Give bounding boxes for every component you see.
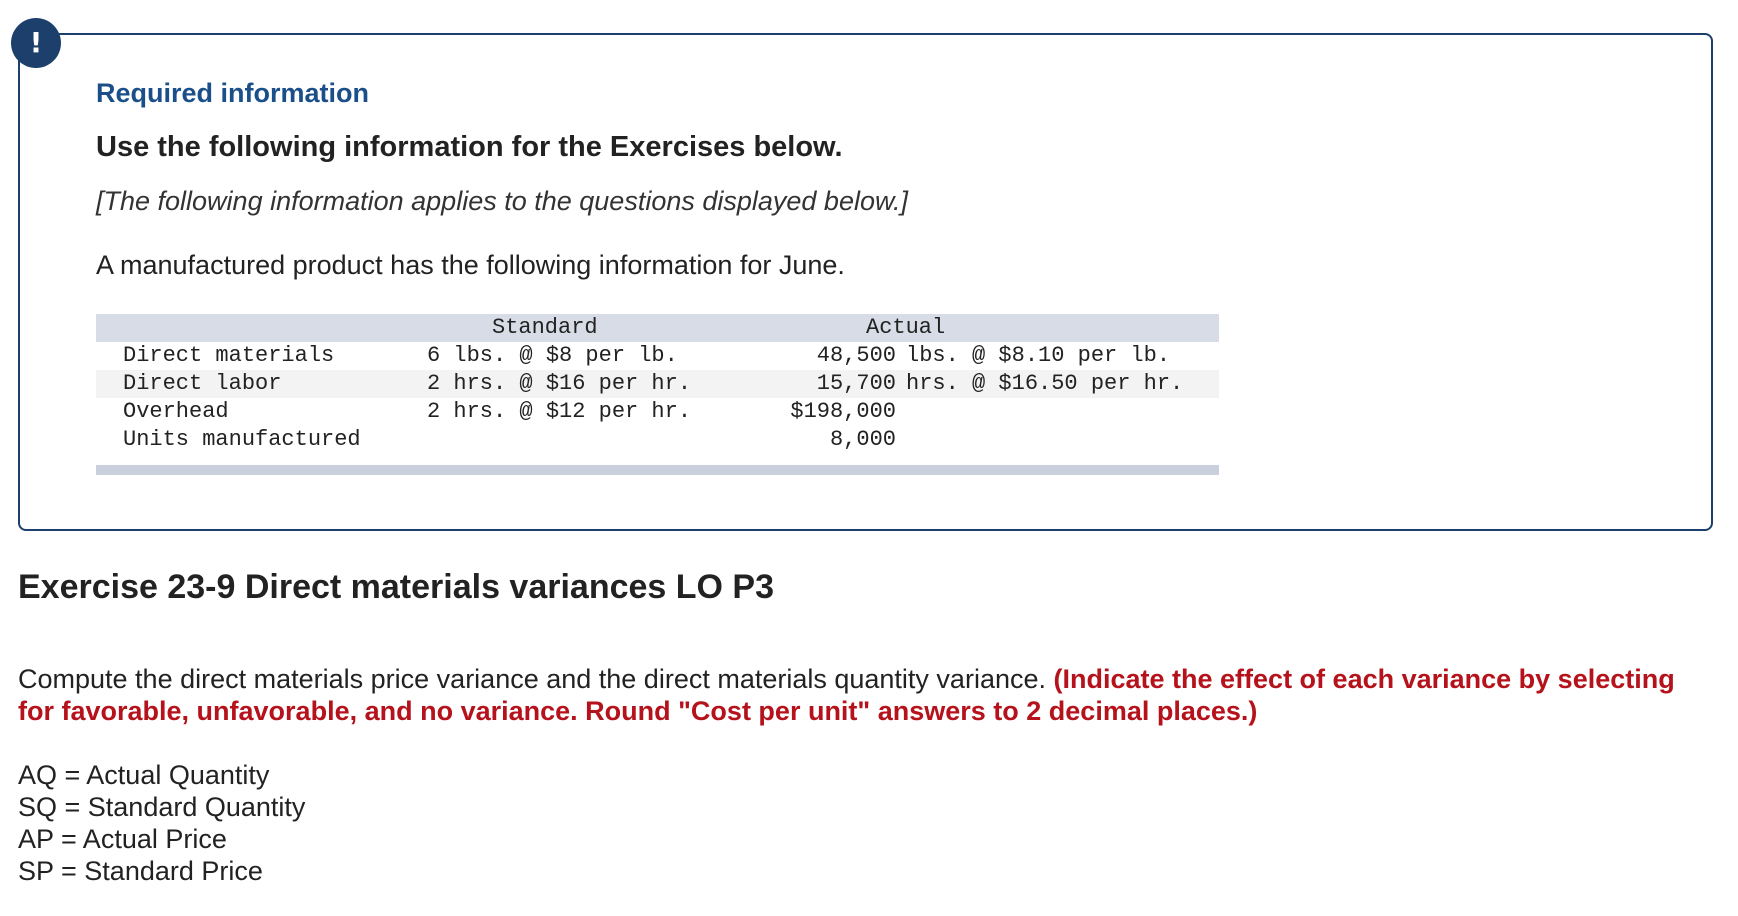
- exercise-instructions: [18, 663, 1708, 727]
- row-actual-detail: lbs. @ $8.10 per lb.: [906, 343, 1171, 368]
- row-actual-qty: 8,000: [829, 427, 896, 452]
- definition-item: AQ = Actual Quantity: [18, 760, 270, 790]
- row-standard: 2 hrs. @ $16 per hr.: [427, 371, 692, 396]
- standard-actual-table: [96, 314, 1219, 475]
- definition-item: SQ = Standard Quantity: [18, 792, 306, 822]
- instruction-emphasis: (Indicate the effect of each variance by selecting for favorable, unfavorable, and no variance. Round "Cost per unit" answers to 2 decimal places.): [18, 664, 1675, 726]
- instruction-text: Compute the direct materials price variance and the direct materials quantity variance.: [18, 664, 1046, 694]
- abbreviation-definitions: [18, 759, 305, 887]
- row-standard: 2 hrs. @ $12 per hr.: [427, 399, 692, 424]
- row-actual-qty: $198,000: [790, 399, 896, 424]
- row-label: Units manufactured: [123, 427, 361, 452]
- row-actual-qty: 48,500: [816, 343, 896, 368]
- row-label: Direct materials: [123, 343, 335, 368]
- exercise-title: Exercise 23-9 Direct materials variances LO P3: [18, 568, 775, 606]
- row-standard: 6 lbs. @ $8 per lb.: [427, 343, 678, 368]
- intro-text: A manufactured product has the following information for June.: [96, 250, 845, 280]
- header-actual: Actual: [866, 315, 946, 340]
- row-actual-detail: hrs. @ $16.50 per hr.: [906, 371, 1184, 396]
- instructions-heading: Use the following information for the Exercises below.: [96, 131, 843, 163]
- header-standard: Standard: [492, 315, 598, 340]
- row-label: Overhead: [123, 399, 229, 424]
- definition-item: AP = Actual Price: [18, 824, 227, 854]
- applies-note: [The following information applies to the questions displayed below.]: [96, 186, 908, 216]
- exclamation-icon: !: [11, 18, 61, 68]
- table-header-row: [96, 314, 1219, 342]
- required-information-title: Required information: [96, 78, 370, 108]
- table-footer-bar: [96, 465, 1219, 475]
- definition-item: SP = Standard Price: [18, 856, 263, 886]
- row-label: Direct labor: [123, 371, 282, 396]
- row-actual-qty: 15,700: [816, 371, 896, 396]
